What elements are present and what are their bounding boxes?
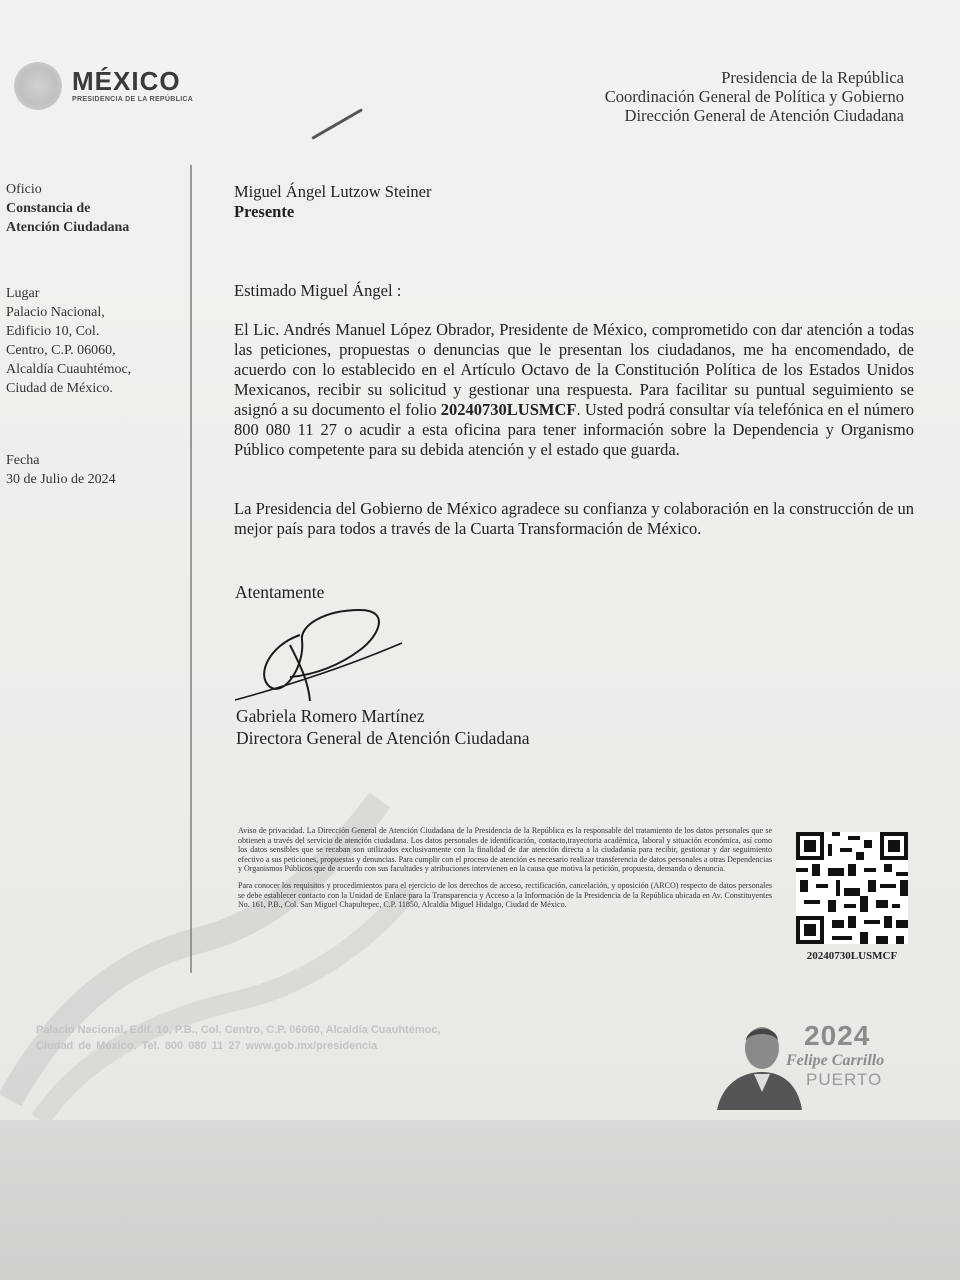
dependency-coordinacion: Coordinación General de Política y Gobierno bbox=[604, 87, 904, 106]
pen-mark-icon bbox=[311, 108, 363, 140]
privacy-paragraph-1: Aviso de privacidad. La Dirección General de Atención Ciudadana de la Presidencia de la República es la responsable del tratamiento de los datos personales que se obtienen a través del servicio de atención ciudadana. Los datos personales de identificación, contacto,trayectoria académica, laboral y situación económica, así como los datos sensibles que se recaban son utilizados exclusivamente con la finalidad de dar atención directa a la ciudadanía para recibir, gestionar y dar seguimiento efectivo a sus peticiones, propuestas y denuncias. Para cumplir con el proceso de atención es necesario realizar transferencia de datos personales a otras Dependencias y Organismos Públicos que de acuerdo con sus facultades y atribuciones intervienen en la causa que motiva la petición, propuesta, demanda o denuncia. bbox=[238, 826, 772, 874]
logo-title: MÉXICO bbox=[72, 66, 181, 96]
signer-title: Directora General de Atención Ciudadana bbox=[236, 728, 530, 748]
sidebar-metadata bbox=[6, 180, 182, 489]
signer-block bbox=[236, 705, 529, 749]
lugar-line: Ciudad de México. bbox=[6, 381, 113, 396]
oficio-value-2: Atención Ciudadana bbox=[6, 220, 130, 235]
closing: Atentamente bbox=[235, 582, 325, 602]
logo-subtitle: PRESIDENCIA DE LA REPÚBLICA bbox=[72, 96, 194, 103]
honoree-name: Felipe Carrillo bbox=[786, 1052, 885, 1069]
year-badge bbox=[712, 1014, 912, 1114]
lugar-line: Alcaldía Cuauhtémoc, bbox=[6, 362, 132, 377]
privacy-paragraph-2: Para conocer los requisitos y procedimientos para el ejercicio de los derechos de acceso, rectificación, cancelación, y oposición (ARCO) respecto de datos personales se debe establecer contacto con la Unidad de Enlace para la Transparencia y Acceso a la Información de la Presidencia de la República ubicada en Av. Constituyentes No. 161, P.B., Col. San Miguel Chapultepec, C.P. 11850, Alcaldía Miguel Hidalgo, Ciudad de México. bbox=[238, 880, 772, 910]
dependency-direccion: Dirección General de Atención Ciudadana bbox=[624, 106, 904, 125]
national-seal-icon bbox=[14, 62, 62, 110]
signer-name: Gabriela Romero Martínez bbox=[236, 706, 425, 726]
oficio-label: Oficio bbox=[6, 182, 42, 197]
footer-line-1: Palacio Nacional, Edif. 10, P.B., Col. Centro, C.P. 06060, Alcaldía Cuauhtémoc, bbox=[36, 1024, 441, 1036]
folio-number: 20240730LUSMCF bbox=[440, 400, 577, 419]
recipient-name: Miguel Ángel Lutzow Steiner bbox=[234, 182, 432, 201]
header-dependencies bbox=[605, 68, 904, 125]
paragraph-1 bbox=[234, 320, 914, 460]
lugar-line: Edificio 10, Col. bbox=[6, 324, 100, 339]
greeting: Estimado Miguel Ángel : bbox=[234, 281, 402, 300]
honoree-place: PUERTO bbox=[806, 1070, 883, 1089]
mexico-logo bbox=[12, 62, 212, 112]
recipient-block bbox=[234, 182, 432, 222]
page-shadow bbox=[0, 1120, 960, 1280]
footer-line-2: Ciudad de México. Tel. 800 080 11 27 www.gob.mx/presidencia bbox=[36, 1040, 378, 1052]
fecha-label: Fecha bbox=[6, 453, 40, 468]
privacy-notice bbox=[238, 826, 772, 917]
eagle-watermark-icon bbox=[0, 760, 420, 1120]
recipient-presente: Presente bbox=[234, 202, 295, 221]
paragraph-1-end: . Usted podrá consultar vía telefónica en el número 800 080 11 27 o acudir a esta oficina para tener información sobre la Dependencia y Organismo Público competente para su debida atención y el estado que guarda. bbox=[234, 400, 914, 459]
oficio-value-1: Constancia de bbox=[6, 201, 91, 216]
sidebar-divider bbox=[190, 165, 192, 973]
qr-code-icon bbox=[796, 832, 908, 944]
year-2024: 2024 bbox=[804, 1020, 871, 1051]
lugar-label: Lugar bbox=[6, 286, 40, 301]
qr-caption: 20240730LUSMCF bbox=[806, 950, 898, 962]
fecha-value: 30 de Julio de 2024 bbox=[6, 472, 116, 487]
footer-address bbox=[36, 1022, 441, 1054]
lugar-line: Palacio Nacional, bbox=[6, 305, 105, 320]
lugar-line: Centro, C.P. 06060, bbox=[6, 343, 116, 358]
paragraph-1-start: El Lic. Andrés Manuel López Obrador, Presidente de México, comprometido con dar atención a todas las peticiones, propuestas o denuncias que le presentan los ciudadanos, me ha encomendado, de acuerdo con lo establecido en el Artículo Octavo de la Constitución Política de los Estados Unidos Mexicanos, recibir su solicitud y gestionar una respuesta. Para facilitar su puntual seguimiento se asignó a su documento el folio bbox=[234, 320, 914, 419]
paragraph-2: La Presidencia del Gobierno de México agradece su confianza y colaboración en la construcción de un mejor país para todos a través de la Cuarta Transformación de México. bbox=[234, 499, 914, 538]
handwritten-signature bbox=[230, 605, 410, 705]
dependency-presidencia: Presidencia de la República bbox=[721, 68, 904, 87]
